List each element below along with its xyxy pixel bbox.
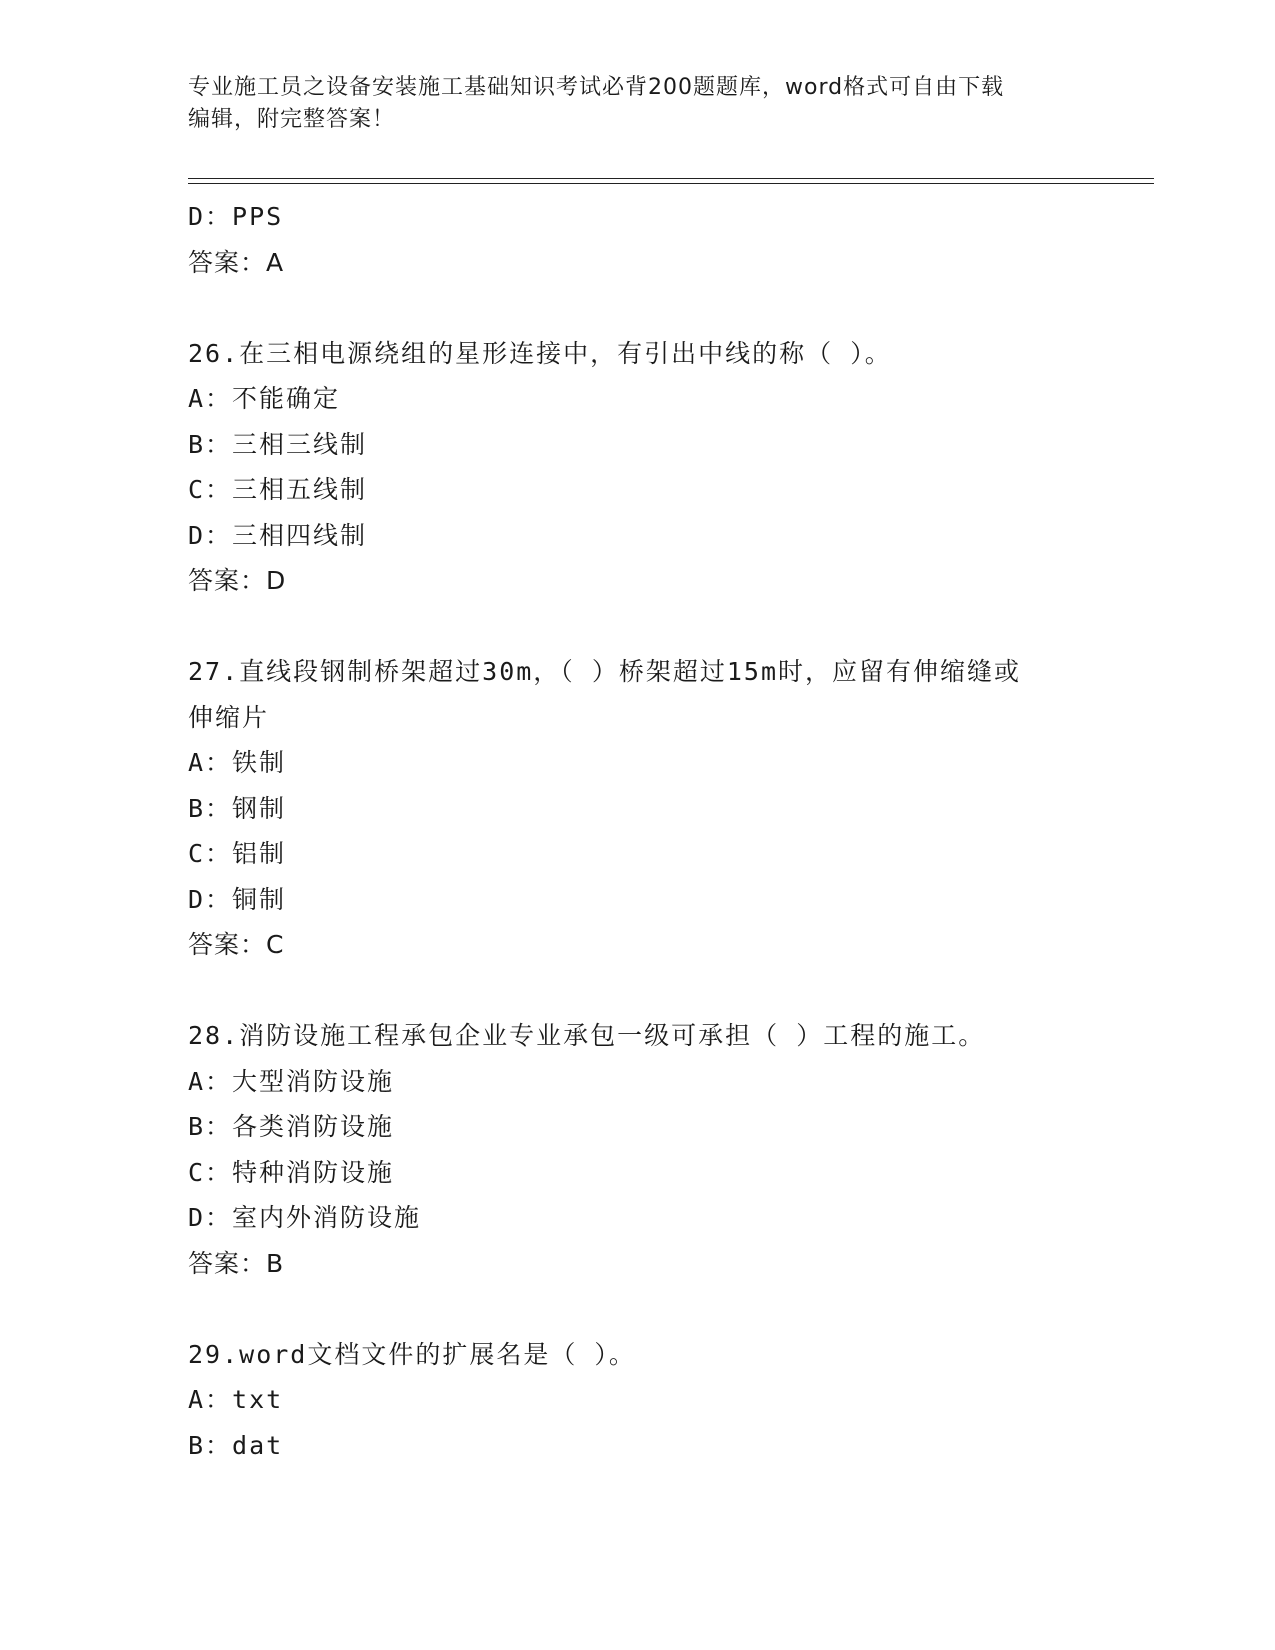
spacer	[188, 968, 1128, 1014]
question-27-answer: 答案：C	[188, 930, 285, 959]
question-27-option-c: C：铝制	[188, 839, 287, 868]
header-divider-bottom	[188, 183, 1154, 184]
option-d: D：PPS	[188, 202, 284, 231]
spacer	[188, 285, 1128, 331]
header-divider-top	[188, 178, 1154, 179]
answer: 答案：A	[188, 247, 285, 277]
question-26-option-b: B：三相三线制	[188, 429, 368, 459]
header-title-line-2: 编辑，附完整答案！	[188, 107, 396, 132]
question-26-stem: 26.在三相电源绕组的星形连接中，有引出中线的称（ ）。	[188, 338, 892, 368]
question-list	[188, 194, 1128, 1468]
question-26-option-d: D：三相四线制	[188, 520, 368, 550]
question-28-option-d: D：室内外消防设施	[188, 1203, 422, 1232]
question-27-option-d: D：铜制	[188, 884, 287, 914]
question-26-option-a: A：不能确定	[188, 384, 341, 413]
spacer	[188, 604, 1128, 650]
question-29-option-b: B：dat	[188, 1430, 284, 1460]
document-header	[188, 72, 1088, 136]
question-28-stem: 28.消防设施工程承包企业专业承包一级可承担（ ）工程的施工。	[188, 1021, 986, 1050]
question-28-option-c: C：特种消防设施	[188, 1157, 395, 1187]
question-26-option-c: C：三相五线制	[188, 475, 368, 504]
question-27-option-b: B：钢制	[188, 793, 287, 823]
header-title-line-1: 专业施工员之设备安装施工基础知识考试必背200题题库，word格式可自由下载	[188, 75, 1005, 100]
question-27-option-a: A：铁制	[188, 748, 287, 777]
question-28-option-a: A：大型消防设施	[188, 1066, 395, 1096]
spacer	[188, 1286, 1128, 1332]
question-28-answer: 答案：B	[188, 1248, 285, 1278]
question-29-stem: 29.word文档文件的扩展名是（ ）。	[188, 1339, 636, 1369]
question-28-option-b: B：各类消防设施	[188, 1112, 395, 1141]
question-27-stem-line-2: 伸缩片	[188, 702, 270, 732]
question-27-stem-line-1: 27.直线段钢制桥架超过30m，（ ）桥架超过15m时，应留有伸缩缝或	[188, 657, 1022, 686]
question-29-option-a: A：txt	[188, 1385, 284, 1414]
question-26-answer: 答案：D	[188, 566, 287, 595]
